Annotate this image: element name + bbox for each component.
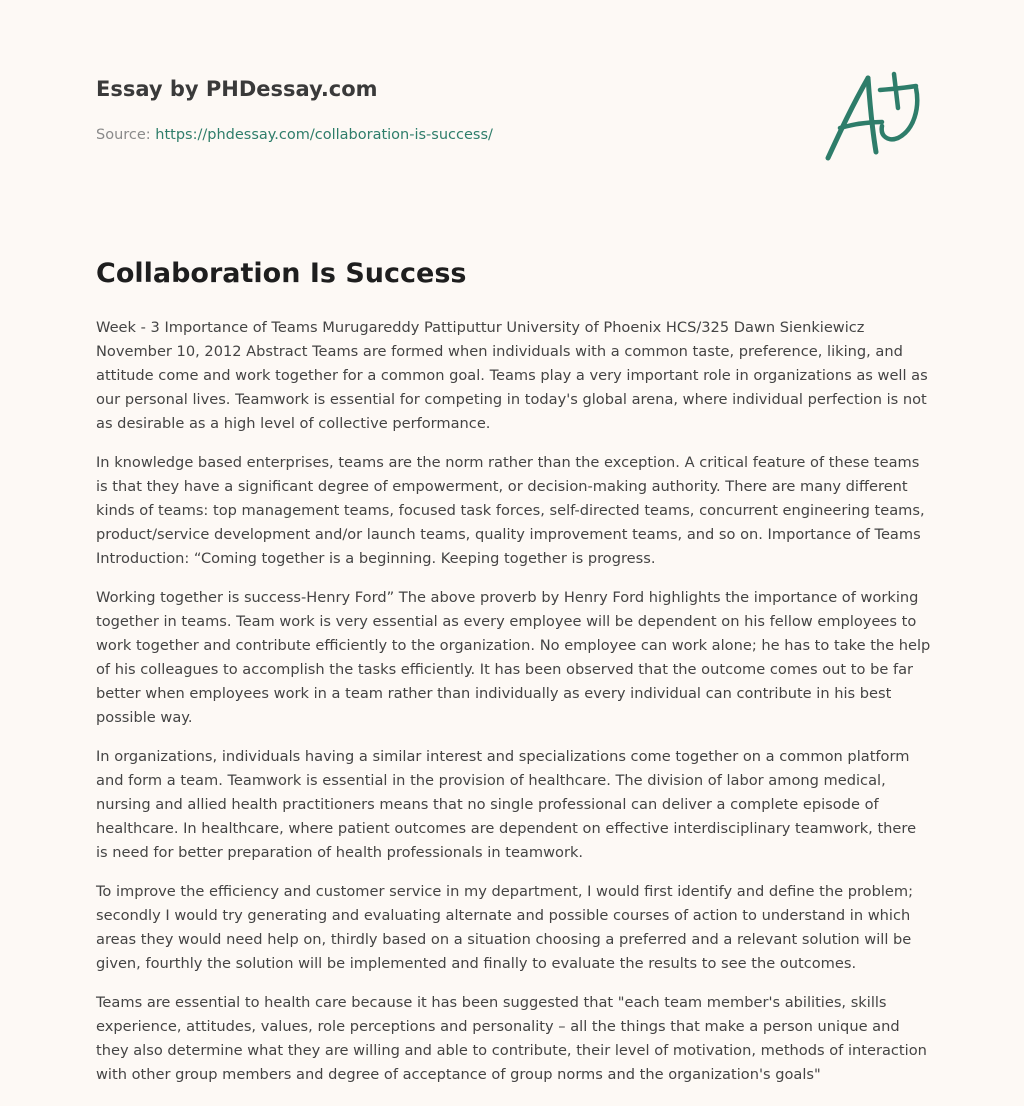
- page-header: [96, 74, 696, 145]
- essay-paragraph: Week - 3 Importance of Teams Murugareddy Pattiputtur University of Phoenix HCS/325 Dawn Sienkiewicz November 10, 2012 Abstract Teams are formed when individuals with a common taste, preference, liking, and attitude come and work together for a common goal. Teams play a very important role in organizations as well as our personal lives. Teamwork is essential for competing in today's global arena, where individual perfection is not as desirable as a high level of collective performance.: [96, 319, 928, 432]
- essay-paragraph: Working together is success-Henry Ford” The above proverb by Henry Ford highlights the importance of working together in teams. Team work is very essential as every employee will be dependent on his fellow employees to work together and contribute efficiently to the organization. No employee can work alone; he has to take the help of his colleagues to accomplish the tasks efficiently. It has been observed that the outcome comes out to be far better when employees work in a team rather than individually as every individual can contribute in his best possible way.: [96, 589, 931, 726]
- essay-title: Collaboration Is Success: [96, 258, 467, 289]
- source-label: Source:: [96, 127, 151, 143]
- a-plus-grade-icon: [818, 66, 928, 166]
- essay-paragraph: Teams are essential to health care because it has been suggested that "each team member's abilities, skills experience, attitudes, values, role perceptions and personality – all the things that make a person unique and they also determine what they are willing and able to contribute, their level of motivation, methods of interaction with other group members and degree of acceptance of group norms and the organization's goals": [96, 994, 927, 1083]
- brand-title: Essay by PHDessay.com: [96, 77, 378, 101]
- source-link[interactable]: https://phdessay.com/collaboration-is-success/: [155, 127, 493, 143]
- source-line: [96, 125, 696, 145]
- essay-article: [96, 254, 932, 1102]
- essay-paragraph: To improve the efficiency and customer service in my department, I would first identify and define the problem; secondly I would try generating and evaluating alternate and possible courses of action to understand in which areas they would need help on, thirdly based on a situation choosing a preferred and a relevant solution will be given, fourthly the solution will be implemented and finally to evaluate the results to see the outcomes.: [96, 883, 914, 972]
- essay-paragraph: In knowledge based enterprises, teams are the norm rather than the exception. A critical feature of these teams is that they have a significant degree of empowerment, or decision-making authority. There are many different kinds of teams: top management teams, focused task forces, self-directed teams, concurrent engineering teams, product/service development and/or launch teams, quality improvement teams, and so on. Importance of Teams Introduction: “Coming together is a beginning. Keeping together is progress.: [96, 454, 925, 567]
- essay-paragraph: In organizations, individuals having a similar interest and specializations come together on a common platform and form a team. Teamwork is essential in the provision of healthcare. The division of labor among medical, nursing and allied health practitioners means that no single professional can deliver a complete episode of healthcare. In healthcare, where patient outcomes are dependent on effective interdisciplinary teamwork, there is need for better preparation of health professionals in teamwork.: [96, 748, 917, 861]
